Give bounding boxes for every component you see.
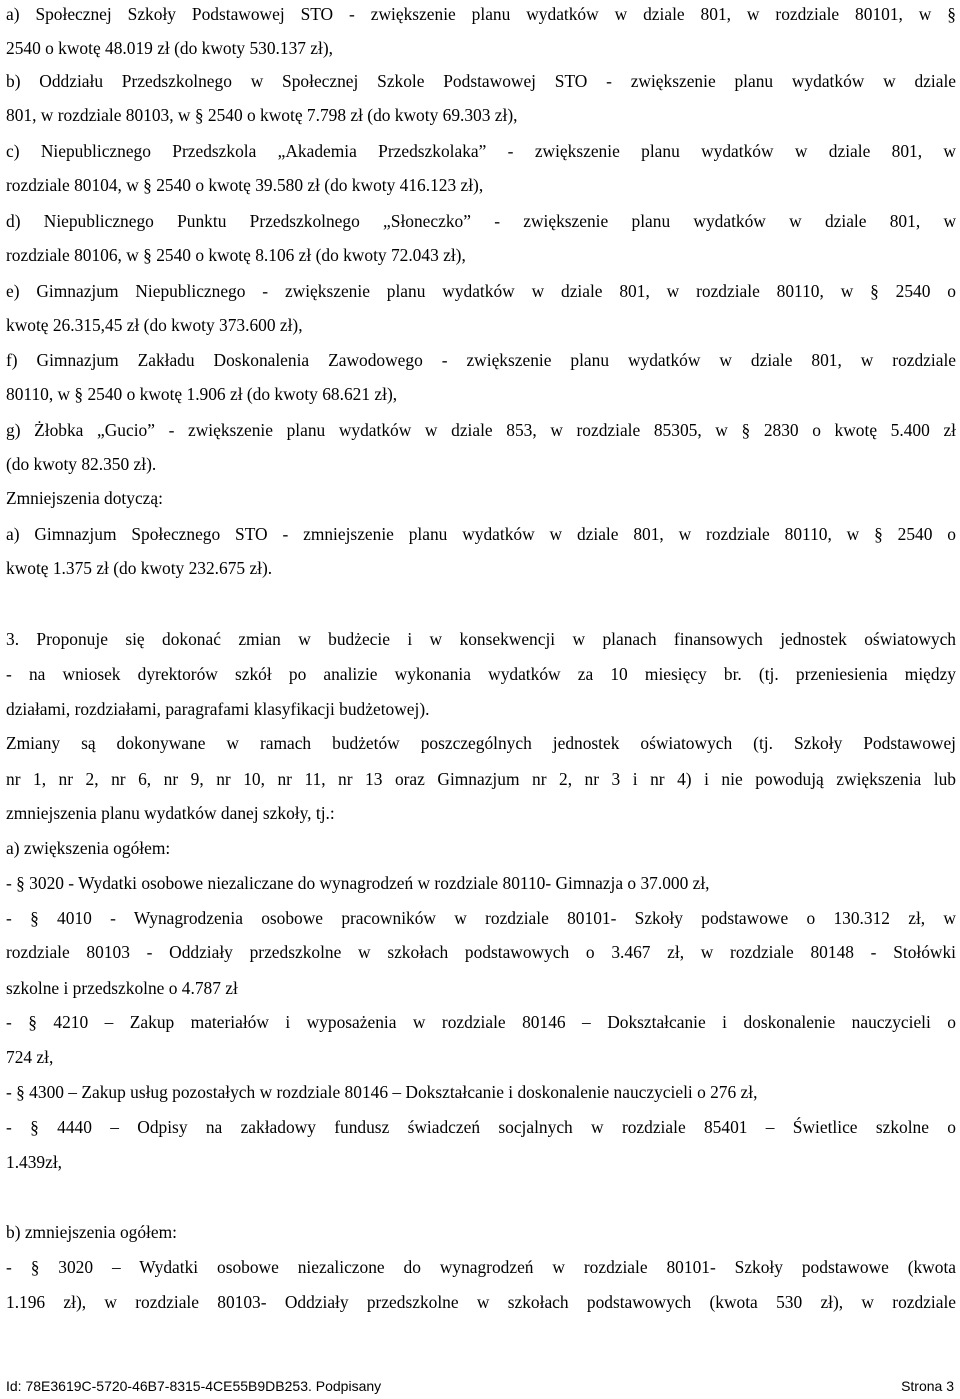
text-line: działami, rozdziałami, paragrafami klasyfikacji budżetowej). <box>6 699 430 719</box>
text-line: nr 1, nr 2, nr 6, nr 9, nr 10, nr 11, nr 13 oraz Gimnazjum nr 2, nr 3 i nr 4) i nie powodują zwiększenia lub <box>6 769 956 789</box>
text-line: - § 4300 – Zakup usług pozostałych w rozdziale 80146 – Dokształcanie i doskonalenie nauczycieli o 276 zł, <box>6 1082 758 1102</box>
footer-page-number: Strona 3 <box>901 1378 954 1394</box>
text-line: zmniejszenia planu wydatków danej szkoły, tj.: <box>6 803 335 823</box>
text-line: c) Niepublicznego Przedszkola „Akademia Przedszkolaka” - zwiększenie planu wydatków w dziale 801, w <box>6 141 956 161</box>
text-line: - § 3020 - Wydatki osobowe niezaliczane do wynagrodzeń w rozdziale 80110- Gimnazja o 37.000 zł, <box>6 873 710 893</box>
text-line: - § 4010 - Wynagrodzenia osobowe pracowników w rozdziale 80101- Szkoły podstawowe o 130.312 zł, w <box>6 908 956 928</box>
text-line: szkolne i przedszkolne o 4.787 zł <box>6 978 238 998</box>
text-line: 724 zł, <box>6 1047 54 1067</box>
section-heading: a) zwiększenia ogółem: <box>6 838 171 858</box>
section-heading: Zmniejszenia dotyczą: <box>6 488 163 508</box>
text-line: e) Gimnazjum Niepublicznego - zwiększenie planu wydatków w dziale 801, w rozdziale 80110, w § 2540 o <box>6 281 956 301</box>
text-line: f) Gimnazjum Zakładu Doskonalenia Zawodowego - zwiększenie planu wydatków w dziale 801, w rozdziale <box>6 350 956 370</box>
text-line: - § 3020 – Wydatki osobowe niezaliczone do wynagrodzeń w rozdziale 80101- Szkoły podstawowe (kwota <box>6 1257 956 1277</box>
text-line: Zmiany są dokonywane w ramach budżetów poszczególnych jednostek oświatowych (tj. Szkoły Podstawowej <box>6 733 956 753</box>
text-line: 801, w rozdziale 80103, w § 2540 o kwotę 7.798 zł (do kwoty 69.303 zł), <box>6 105 518 125</box>
text-line: a) Społecznej Szkoły Podstawowej STO - zwiększenie planu wydatków w dziale 801, w rozdziale 80101, w § <box>6 4 956 24</box>
text-line: a) Gimnazjum Społecznego STO - zmniejszenie planu wydatków w dziale 801, w rozdziale 80110, w § 2540 o <box>6 524 956 544</box>
text-line: rozdziale 80103 - Oddziały przedszkolne w szkołach podstawowych o 3.467 zł, w rozdziale 80148 - Stołówki <box>6 942 956 962</box>
text-line: rozdziale 80104, w § 2540 o kwotę 39.580 zł (do kwoty 416.123 zł), <box>6 175 484 195</box>
text-line: kwotę 1.375 zł (do kwoty 232.675 zł). <box>6 558 273 578</box>
footer-document-id: Id: 78E3619C-5720-46B7-8315-4CE55B9DB253. Podpisany <box>6 1378 382 1394</box>
text-line: d) Niepublicznego Punktu Przedszkolnego „Słoneczko” - zwiększenie planu wydatków w dziale 801, w <box>6 211 956 231</box>
text-line: rozdziale 80106, w § 2540 o kwotę 8.106 zł (do kwoty 72.043 zł), <box>6 245 466 265</box>
text-line: - na wniosek dyrektorów szkół po analizie wykonania wydatków za 10 miesięcy br. (tj. przeniesienia między <box>6 664 956 684</box>
text-line: (do kwoty 82.350 zł). <box>6 454 157 474</box>
text-line: - § 4210 – Zakup materiałów i wyposażenia w rozdziale 80146 – Dokształcanie i doskonalenie nauczycieli o <box>6 1012 956 1032</box>
text-line: b) Oddziału Przedszkolnego w Społecznej Szkole Podstawowej STO - zwiększenie planu wydatków w dziale <box>6 71 956 91</box>
text-line: - § 4440 – Odpisy na zakładowy fundusz świadczeń socjalnych w rozdziale 85401 – Świetlice szkolne o <box>6 1117 956 1137</box>
section-heading: b) zmniejszenia ogółem: <box>6 1222 177 1242</box>
text-line: 2540 o kwotę 48.019 zł (do kwoty 530.137 zł), <box>6 38 333 58</box>
text-line: 1.439zł, <box>6 1152 63 1172</box>
text-line: 3. Proponuje się dokonać zmian w budżecie i w konsekwencji w planach finansowych jednostek oświatowych <box>6 629 956 649</box>
text-line: g) Żłobka „Gucio” - zwiększenie planu wydatków w dziale 853, w rozdziale 85305, w § 2830 o kwotę 5.400 zł <box>6 420 956 440</box>
text-line: kwotę 26.315,45 zł (do kwoty 373.600 zł), <box>6 315 303 335</box>
text-line: 80110, w § 2540 o kwotę 1.906 zł (do kwoty 68.621 zł), <box>6 384 398 404</box>
text-line: 1.196 zł), w rozdziale 80103- Oddziały przedszkolne w szkołach podstawowych (kwota 530 zł), w rozdziale <box>6 1292 956 1312</box>
